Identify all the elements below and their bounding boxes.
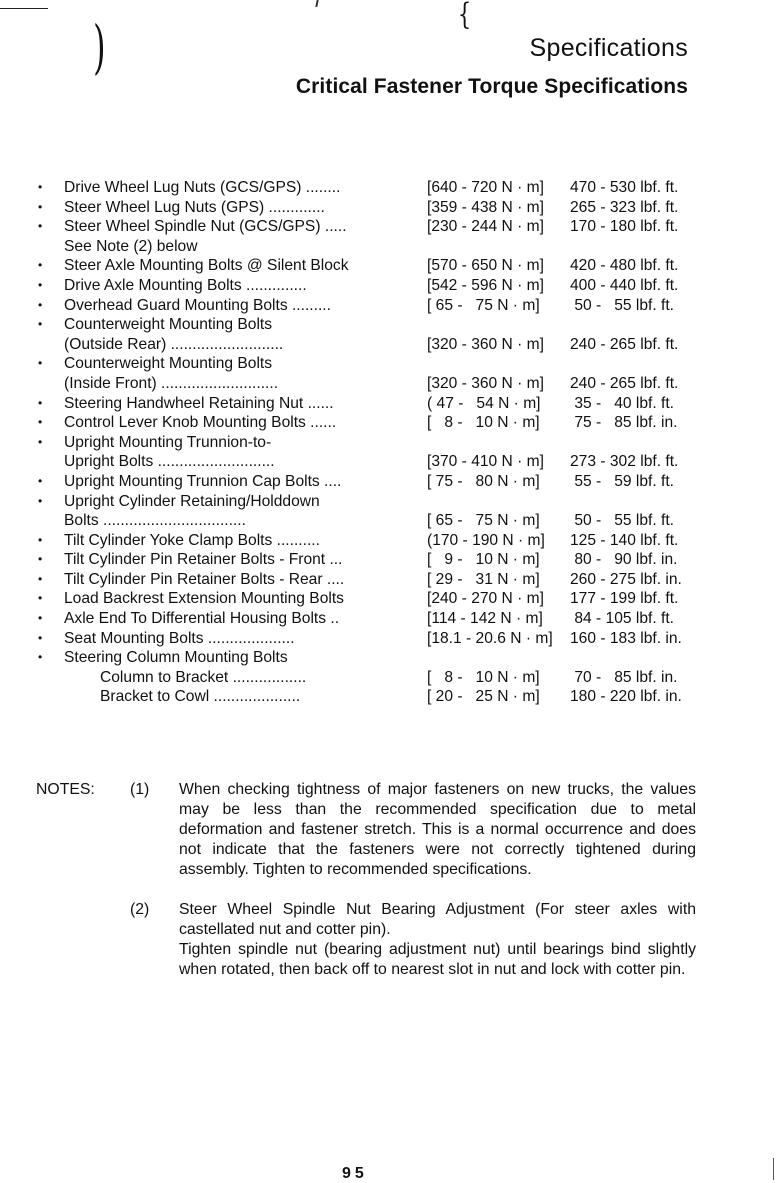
spec-imperial-value: 75 - 85 lbf. in. [570,414,678,432]
note-paragraph: Steer Wheel Spindle Nut Bearing Adjustment (For steer axles with castellated nut and cotter pin). [179,901,696,938]
spec-row [30,256,730,276]
bullet-point: • [38,219,43,234]
bullet-point [30,668,64,688]
spec-metric-value: [ 75 - 80 N · m] [427,472,540,490]
page-subtitle: Critical Fastener Torque Specifications [295,75,688,98]
spec-row [30,198,730,218]
note-number: (2) [130,901,150,918]
spec-row [30,178,730,198]
spec-row [30,217,730,237]
spec-row [30,629,730,649]
spec-imperial-value: 400 - 440 lbf. ft. [570,276,679,294]
spec-label: Column to Bracket ................. [100,668,307,686]
spec-metric-value: [542 - 596 N · m] [427,276,544,294]
spec-imperial-value: 160 - 183 lbf. in. [570,629,682,647]
note-paragraph: When checking tightness of major fasteners on new trucks, the values may be less than the recommended specification due to metal deformation and fastener stretch. This is a normal occurrence and does not indicate that the fasteners were not correctly tightened during assembly. Tighten to recommended specifications. [179,781,696,878]
spec-metric-value: [ 65 - 75 N · m] [427,296,540,314]
bullet-point [30,335,64,355]
spec-label: Steering Column Mounting Bolts [64,649,288,667]
spec-metric-value: [320 - 360 N · m] [427,374,544,392]
scan-paren-mark: ) [93,13,106,81]
spec-imperial-value: 35 - 40 lbf. ft. [570,394,675,412]
spec-label: Load Backrest Extension Mounting Bolts [64,590,344,608]
spec-label: (Inside Front) ........................... [64,374,279,392]
note-body [179,900,696,980]
spec-label: Bolts ................................. [64,512,246,530]
spec-label: Drive Wheel Lug Nuts (GCS/GPS) ........ [64,179,341,196]
note-number: (1) [130,781,150,798]
spec-label: Counterweight Mounting Bolts [64,355,273,373]
spec-metric-value: [ 8 - 10 N · m] [427,414,540,432]
bullet-point: • [38,180,43,194]
spec-metric-value: [230 - 244 N · m] [427,218,544,236]
spec-imperial-value: 260 - 275 lbf. in. [570,570,682,588]
spec-metric-value: [18.1 - 20.6 N · m] [427,629,553,647]
spec-label: Bracket to Cowl .................... [100,688,301,706]
spec-label: See Note (2) below [64,237,198,255]
spec-row [30,276,730,296]
spec-metric-value: (170 - 190 N · m] [427,531,545,549]
spec-imperial-value [570,354,690,374]
spec-imperial-value: 240 - 265 lbf. ft. [570,335,679,353]
scan-edge-line [0,8,48,9]
note-item [36,900,696,980]
spec-imperial-value: 265 - 323 lbf. ft. [570,198,679,216]
spec-row [30,668,730,688]
spec-metric-value [427,492,570,512]
scan-tick-mark [315,0,318,7]
bullet-point: • [38,552,43,567]
spec-row [30,296,730,316]
torque-spec-list [30,178,730,707]
note-body [179,780,696,880]
spec-imperial-value: 420 - 480 lbf. ft. [570,257,679,275]
spec-metric-value: [570 - 650 N · m] [427,257,544,275]
spec-imperial-value: 177 - 199 lbf. ft. [570,590,679,608]
spec-label: Upright Cylinder Retaining/Holddown [64,492,320,510]
spec-imperial-value: 50 - 55 lbf. ft. [570,512,675,530]
spec-row [30,374,730,394]
spec-imperial-value: 80 - 90 lbf. in. [570,551,678,569]
spec-metric-value [427,237,570,257]
spec-imperial-value: 273 - 302 lbf. ft. [570,453,679,471]
spec-label: Overhead Guard Mounting Bolts ......... [64,296,331,314]
spec-label: Upright Mounting Trunnion Cap Bolts .... [64,472,342,490]
spec-row [30,472,730,492]
page-number: 95 [342,1165,368,1182]
spec-metric-value: [640 - 720 N · m] [427,179,544,196]
spec-metric-value: [ 65 - 75 N · m] [427,512,540,530]
spec-imperial-value [570,492,690,512]
spec-imperial-value: 70 - 85 lbf. in. [570,668,678,686]
bullet-point: • [38,473,43,488]
spec-row [30,609,730,629]
bullet-point [30,687,64,707]
spec-metric-value: [114 - 142 N · m] [427,610,543,628]
spec-label: Steer Axle Mounting Bolts @ Silent Block [64,257,349,275]
bullet-point: • [38,611,43,626]
spec-metric-value: [370 - 410 N · m] [427,453,544,471]
spec-label: Steering Handwheel Retaining Nut ...... [64,394,334,412]
spec-metric-value: [320 - 360 N · m] [427,335,544,353]
spec-row [30,550,730,570]
spec-label: Axle End To Differential Housing Bolts .. [64,610,340,628]
spec-row [30,394,730,414]
bullet-point: • [38,434,43,449]
spec-row [30,589,730,609]
spec-imperial-value [570,315,690,335]
bullet-point [30,511,64,531]
spec-metric-value: [ 8 - 10 N · m] [427,668,540,686]
spec-row [30,413,730,433]
spec-imperial-value: 84 - 105 lbf. ft. [570,610,675,628]
page-title: Specifications [529,34,688,62]
spec-metric-value [427,315,570,335]
spec-label: Drive Axle Mounting Bolts .............. [64,276,307,294]
spec-row [30,335,730,355]
spec-metric-value: [ 20 - 25 N · m] [427,688,540,706]
note-item [36,780,696,880]
scan-brace-mark: { [457,0,472,32]
spec-label: Upright Mounting Trunnion-to- [64,433,272,451]
spec-row [30,452,730,472]
spec-label: Upright Bolts ........................... [64,453,275,471]
spec-imperial-value: 240 - 265 lbf. ft. [570,374,679,392]
spec-row [30,237,730,257]
spec-row [30,531,730,551]
bullet-point [30,452,64,472]
scan-edge-line-right [773,1158,774,1180]
spec-imperial-value [570,648,690,668]
spec-label: Tilt Cylinder Pin Retainer Bolts - Rear .... [64,570,345,588]
bullet-point: • [38,356,43,371]
bullet-point: • [38,493,43,508]
spec-label: Tilt Cylinder Yoke Clamp Bolts .......... [64,531,320,549]
note-paragraph: Tighten spindle nut (bearing adjustment nut) until bearings bind slightly when rotated, then back off to nearest slot in nut and lock with cotter pin. [179,941,696,978]
bullet-point: • [38,571,43,586]
spec-row [30,687,730,707]
spec-imperial-value: 55 - 59 lbf. ft. [570,472,675,490]
bullet-point: • [38,258,43,273]
spec-label: Control Lever Knob Mounting Bolts ...... [64,414,337,432]
spec-imperial-value: 170 - 180 lbf. ft. [570,218,679,236]
bullet-point: • [38,395,43,410]
spec-label: (Outside Rear) .......................... [64,335,284,353]
spec-label: Steer Wheel Spindle Nut (GCS/GPS) ..... [64,218,347,236]
spec-row [30,315,730,335]
spec-label: Tilt Cylinder Pin Retainer Bolts - Front ... [64,551,343,569]
spec-imperial-value: 50 - 55 lbf. ft. [570,296,675,314]
spec-label: Seat Mounting Bolts .................... [64,629,295,647]
spec-imperial-value [570,433,690,453]
spec-row [30,570,730,590]
bullet-point: • [38,650,43,665]
spec-metric-value: [359 - 438 N · m] [427,198,544,216]
spec-metric-value: [ 29 - 31 N · m] [427,570,540,588]
bullet-point: • [38,297,43,312]
bullet-point [30,374,64,394]
spec-metric-value: [ 9 - 10 N · m] [427,551,540,569]
spec-imperial-value: 125 - 140 lbf. ft. [570,531,679,549]
spec-label: Steer Wheel Lug Nuts (GPS) ............. [64,198,325,216]
bullet-point: • [38,277,43,292]
spec-row [30,433,730,453]
bullet-point: • [38,199,43,214]
bullet-point: • [38,317,43,332]
spec-label: Counterweight Mounting Bolts [64,316,273,334]
spec-row [30,648,730,668]
bullet-point: • [38,630,43,645]
spec-metric-value [427,354,570,374]
spec-imperial-value [570,237,690,257]
notes-label: NOTES: [36,781,95,798]
spec-row [30,492,730,512]
spec-metric-value [427,648,570,668]
spec-metric-value: ( 47 - 54 N · m] [427,394,541,412]
bullet-point [30,237,64,257]
spec-row [30,354,730,374]
notes-section [36,780,696,1000]
bullet-point: • [38,532,43,547]
spec-metric-value [427,433,570,453]
spec-row [30,511,730,531]
spec-imperial-value: 470 - 530 lbf. ft. [570,179,679,196]
spec-imperial-value: 180 - 220 lbf. in. [570,688,682,706]
bullet-point: • [38,415,43,430]
spec-metric-value: [240 - 270 N · m] [427,590,544,608]
bullet-point: • [38,591,43,606]
